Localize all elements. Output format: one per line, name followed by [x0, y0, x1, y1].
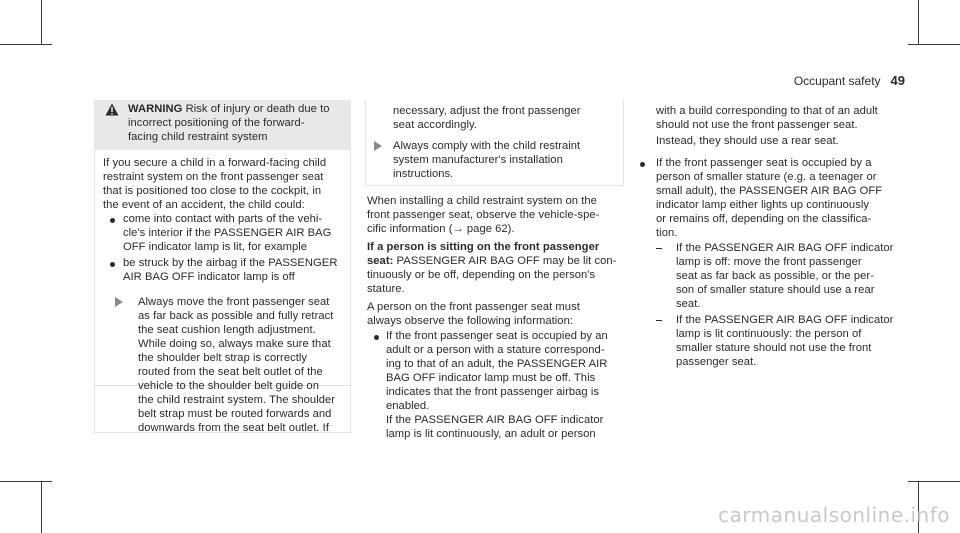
warning-bullet-2: be struck by the airbag if the PASSENGER AIR BAG OFF indicator lamp is off [123, 257, 338, 283]
crop-mark [918, 0, 919, 45]
adult-bullet: If the front passenger seat is occupied by an adult or a person with a stature correspond- ing to that of an adult, the PASSENGER AIR BAG OFF indicator lamp must be off. This indicates that the front passenger airbag is enabled. If the PASSENGER AIR BAG OFF indicator lamp is lit continuously, an adult or person [386, 330, 608, 440]
crop-mark [41, 481, 42, 533]
lamp-off-subitem: If the PASSENGER AIR BAG OFF indicator lamp is off: move the front passenger seat as far back as possible, or the per- son of smaller stature should use a rear seat. [676, 242, 894, 310]
bullet-dot [110, 262, 115, 267]
warning-bullet-1: come into contact with parts of the vehi- cle's interior if the PASSENGER AIR BAG OFF indicator lamp is lit, for example [123, 213, 332, 253]
page-header [794, 73, 905, 88]
right-continued: with a build corresponding to that of an adult should not use the front passenger seat. Instead, they should use a rear seat. [656, 105, 878, 147]
crop-mark [908, 44, 960, 45]
lamp-lit-subitem: If the PASSENGER AIR BAG OFF indicator lamp is lit continuously: the person of smaller stature should not use the front passenger seat. [676, 314, 894, 368]
warning-action-2: Always comply with the child restraint system manufacturer's installation instructions. [393, 140, 581, 180]
warning-triangle-icon [105, 103, 119, 116]
action-arrow-icon [115, 297, 123, 307]
bullet-dot [374, 335, 379, 340]
section-title: Occupant safety [793, 74, 881, 88]
action-arrow-icon [374, 141, 382, 151]
sub-bullet-dash [656, 320, 662, 321]
warning-intro: If you secure a child in a forward-facing child restraint system on the front passenger seat that is positioned too close to the cockpit, in the event of an accident, the child could: [103, 157, 327, 211]
warning-continued: necessary, adjust the front passenger seat accordingly. [393, 105, 581, 131]
crop-mark [0, 481, 52, 482]
bullet-dot [110, 218, 115, 223]
crop-mark [0, 44, 52, 45]
observe-paragraph: A person on the front passenger seat must always observe the following information: [367, 301, 580, 327]
warning-label: WARNING [128, 103, 183, 115]
warning-title: WARNING Risk of injury or death due to incorrect positioning of the forward- facing child restraint system [128, 103, 330, 143]
occupied-seat-paragraph: If a person is sitting on the front passenger seat: PASSENGER AIR BAG OFF may be lit con- tinuously or be off, depending on the person's stature. [367, 241, 617, 295]
sub-bullet-dash [656, 248, 662, 249]
crop-mark [41, 0, 42, 45]
watermark: carmanualsonline.info [718, 503, 950, 527]
installation-paragraph: When installing a child restraint system on the front passenger seat, observe the vehicle-spe- cific information (→ page 62). [367, 195, 600, 235]
crop-mark [908, 481, 960, 482]
warning-action: Always move the front passenger seat as far back as possible and fully retract the seat cushion length adjustment. While doing so, always make sure that the shoulder belt strap is correctly routed from the seat belt outlet of the vehicle to the shoulder belt guide on the child restraint system. The shoulder belt strap must be routed forwards and downwards from the seat belt outlet. If [138, 296, 336, 434]
smaller-stature-bullet: If the front passenger seat is occupied by a person of smaller stature (e.g. a teenager or small adult), the PASSENGER AIR BAG OFF indicator lamp either lights up continuously or remains off, depending on the classifica- tion. [656, 157, 883, 239]
bullet-dot [640, 162, 645, 167]
page-number: 49 [890, 73, 905, 88]
